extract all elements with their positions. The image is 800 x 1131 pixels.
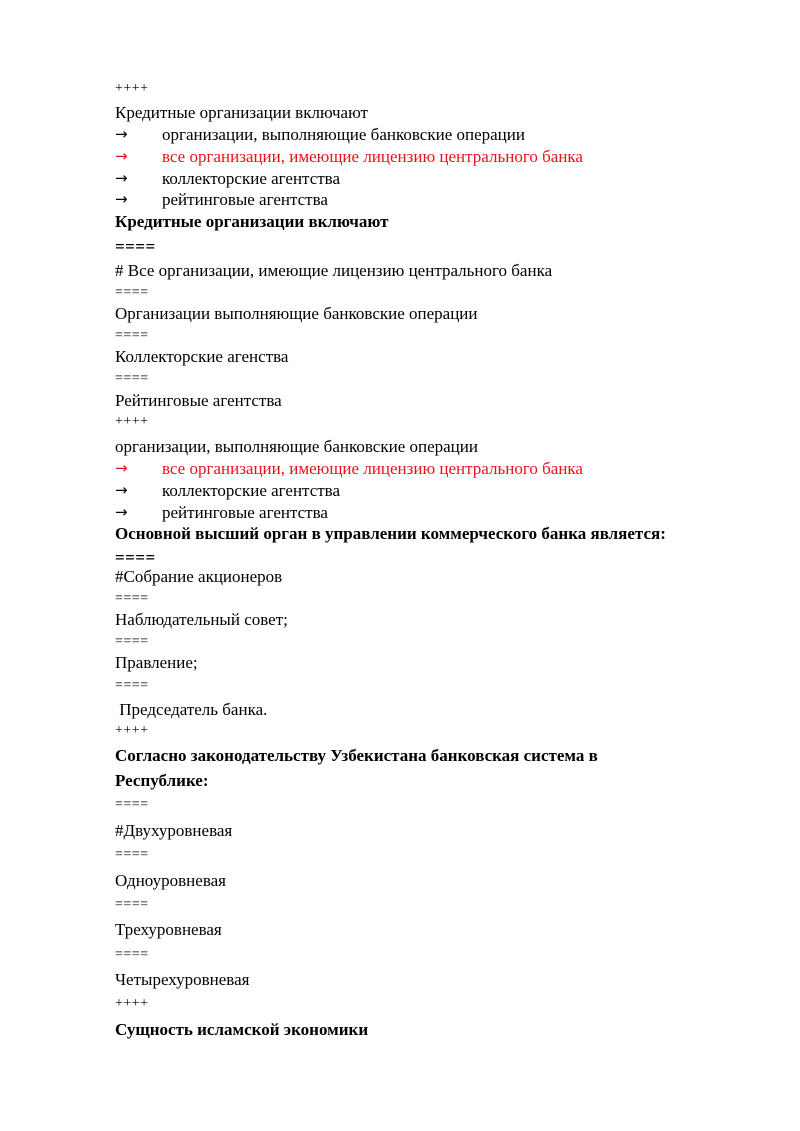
answer-option-correct: все организации, имеющие лицензию центрального банка bbox=[162, 459, 583, 478]
arrow-icon: → bbox=[115, 169, 128, 187]
answer-option: коллекторские агентства bbox=[162, 169, 341, 188]
arrow-icon: → bbox=[115, 459, 128, 477]
arrow-icon: → bbox=[115, 481, 128, 499]
answer-option: организации, выполняющие банковские операции bbox=[162, 125, 525, 144]
answer-option: рейтинговые агентства bbox=[162, 190, 328, 209]
separator-equals: ==== bbox=[115, 328, 149, 343]
arrow-icon: → bbox=[115, 190, 128, 208]
answer-text: Председатель банка. bbox=[115, 700, 268, 719]
question-heading: Основной высший орган в управлении коммерческого банка является: bbox=[115, 524, 666, 543]
question-heading: Сущность исламской экономики bbox=[115, 1020, 369, 1039]
answer-correct: #Собрание акционеров bbox=[115, 567, 283, 586]
question-heading: Кредитные организации включают bbox=[115, 212, 389, 231]
answer-option: рейтинговые агентства bbox=[162, 503, 328, 522]
answer-text: Организации выполняющие банковские операции bbox=[115, 304, 478, 323]
answer-text: Правление; bbox=[115, 653, 198, 672]
answer-text: Коллекторские агенства bbox=[115, 347, 289, 366]
answer-correct: #Двухуровневая bbox=[115, 821, 233, 840]
answer-text: Одноуровневая bbox=[115, 871, 226, 890]
separator-equals: ==== bbox=[115, 847, 149, 862]
separator-equals: ==== bbox=[115, 634, 149, 649]
separator-equals: ==== bbox=[115, 548, 156, 567]
separator-plus: ++++ bbox=[115, 996, 149, 1011]
question-heading: Согласно законодательству Узбекистана банковская система в bbox=[115, 746, 598, 765]
answer-text: Рейтинговые агентства bbox=[115, 391, 282, 410]
arrow-icon: → bbox=[115, 503, 128, 521]
arrow-icon: → bbox=[115, 125, 128, 143]
separator-equals: ==== bbox=[115, 947, 149, 962]
separator-plus: ++++ bbox=[115, 414, 149, 429]
answer-option-correct: все организации, имеющие лицензию центрального банка bbox=[162, 147, 583, 166]
separator-equals: ==== bbox=[115, 371, 149, 386]
question-heading-continued: Республике: bbox=[115, 771, 209, 790]
answer-text: Наблюдательный совет; bbox=[115, 610, 288, 629]
separator-plus: ++++ bbox=[115, 81, 149, 96]
separator-plus: ++++ bbox=[115, 723, 149, 738]
separator-equals: ==== bbox=[115, 678, 149, 693]
separator-equals: ==== bbox=[115, 797, 149, 812]
arrow-icon: → bbox=[115, 147, 128, 165]
separator-equals: ==== bbox=[115, 237, 156, 256]
separator-equals: ==== bbox=[115, 591, 149, 606]
question-text: Кредитные организации включают bbox=[115, 103, 368, 122]
answer-text: Трехуровневая bbox=[115, 920, 222, 939]
answer-correct: # Все организации, имеющие лицензию центрального банка bbox=[115, 261, 553, 280]
separator-equals: ==== bbox=[115, 897, 149, 912]
answer-text: Четырехуровневая bbox=[115, 970, 250, 989]
answer-option: коллекторские агентства bbox=[162, 481, 341, 500]
separator-equals: ==== bbox=[115, 285, 149, 300]
answer-option: организации, выполняющие банковские операции bbox=[115, 437, 478, 456]
